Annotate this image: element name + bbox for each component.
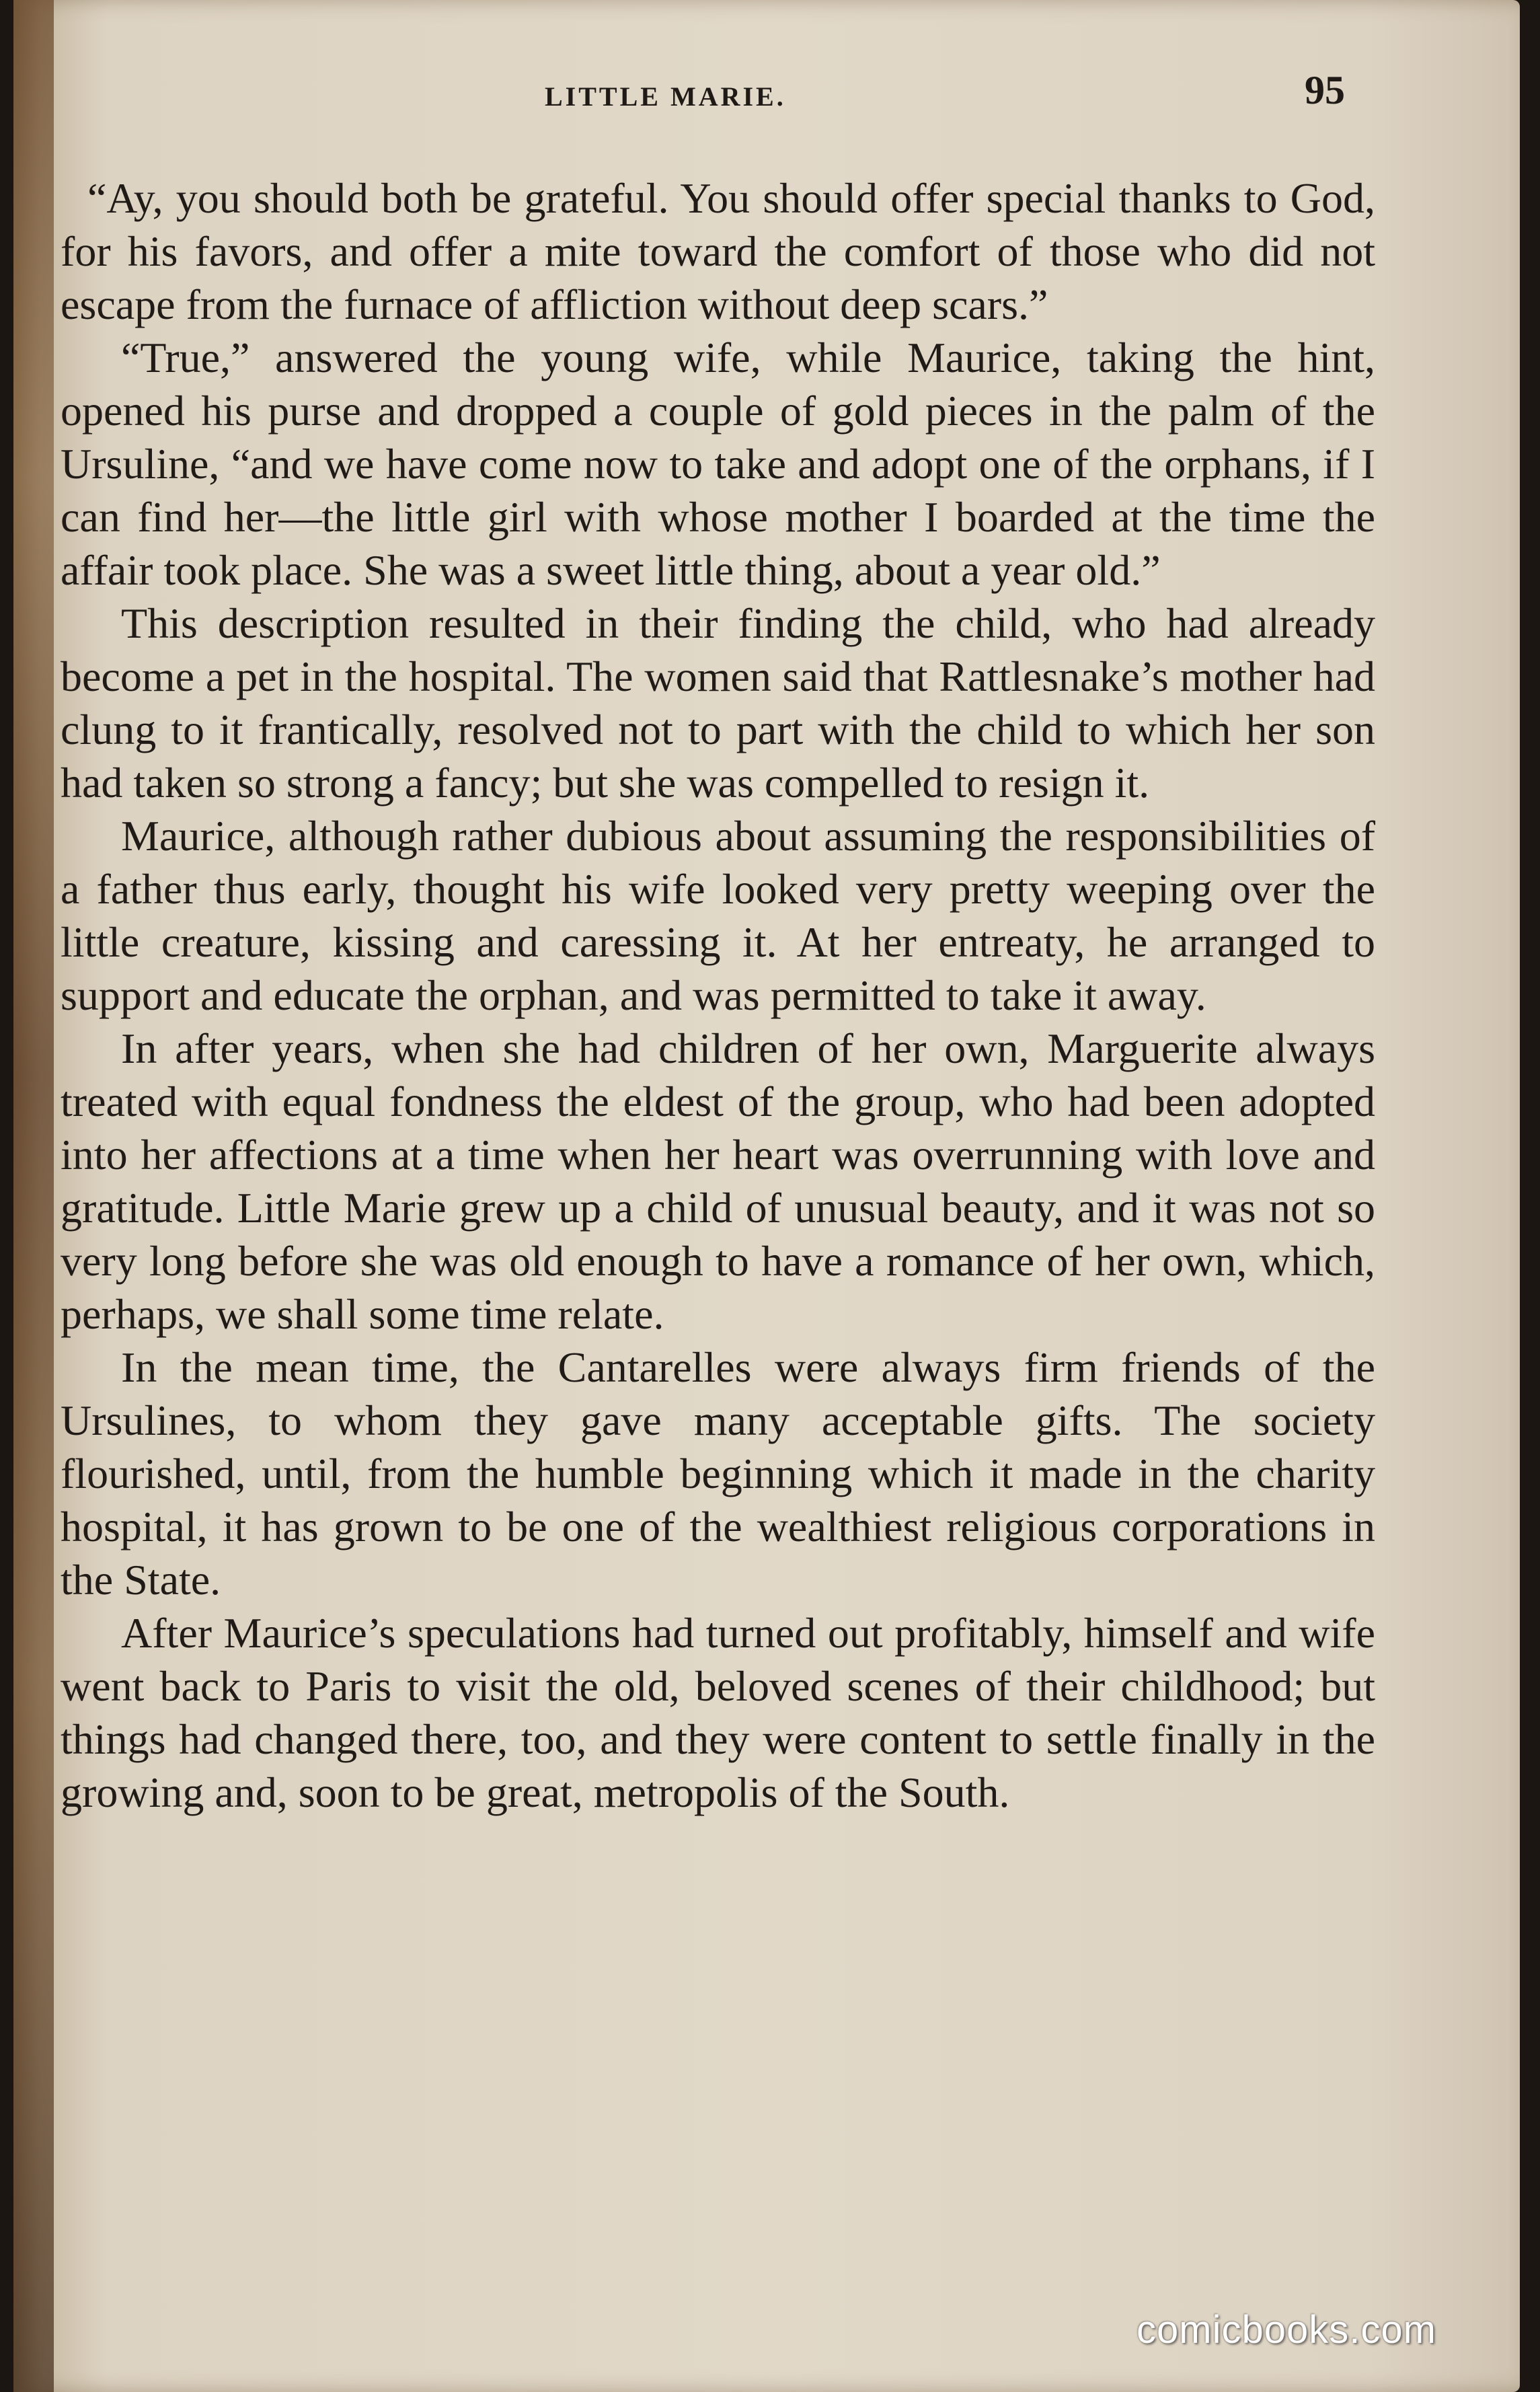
paragraph: Maurice, although rather dubious about assuming the responsibilities of a father thus early, thought his wife looked very pretty weeping over the little creature, kissing and caressing it. At her entreaty, he arranged to support and educate the orphan, and was permitted to take it away. [61,812,1375,1019]
paragraph: “True,” answered the young wife, while Maurice, taking the hint, opened his purse and dropped a couple of gold pieces in the palm of the Ursuline, “and we have come now to take and adopt one of the orphans, if I can find her—the little girl with whose mother I boarded at the time the affair took place. She was a sweet little thing, about a year old.” [61,334,1375,594]
running-title: LITTLE MARIE. [545,81,786,112]
paragraph: “Ay, you should both be grateful. You should offer special thanks to God, for his favors, and offer a mite toward the comfort of those who did not escape from the furnace of affliction without deep scars.” [61,174,1375,328]
body-text [61,172,1375,1819]
book-page [13,0,1520,2392]
paragraph: After Maurice’s speculations had turned out profitably, himself and wife went back to Paris to visit the old, beloved scenes of their childhood; but things had changed there, too, and they were content to settle finally in the growing and, soon to be great, metropolis of the South. [61,1609,1375,1816]
watermark: comicbooks.com [1137,2308,1436,2352]
paragraph: This description resulted in their finding the child, who had already become a pet in the hospital. The women said that Rattlesnake’s mother had clung to it frantically, resolved not to part with the child to which her son had taken so strong a fancy; but she was compelled to resign it. [61,599,1375,807]
page-edge-stain [13,0,54,2392]
paragraph: In the mean time, the Cantarelles were always firm friends of the Ursulines, to whom they gave many acceptable gifts. The society flourished, until, from the humble beginning which it made in the charity hospital, it has grown to be one of the wealthiest religious corporations in the State. [61,1343,1375,1604]
paragraph: In after years, when she had children of her own, Marguerite always treated with equal fondness the eldest of the group, who had been adopted into her affections at a time when her heart was overrunning with love and gratitude. Little Marie grew up a child of unusual beauty, and it was not so very long before she was old enough to have a romance of her own, which, perhaps, we shall some time relate. [61,1024,1375,1338]
page-header [13,67,1520,121]
page-number: 95 [1305,68,1345,112]
